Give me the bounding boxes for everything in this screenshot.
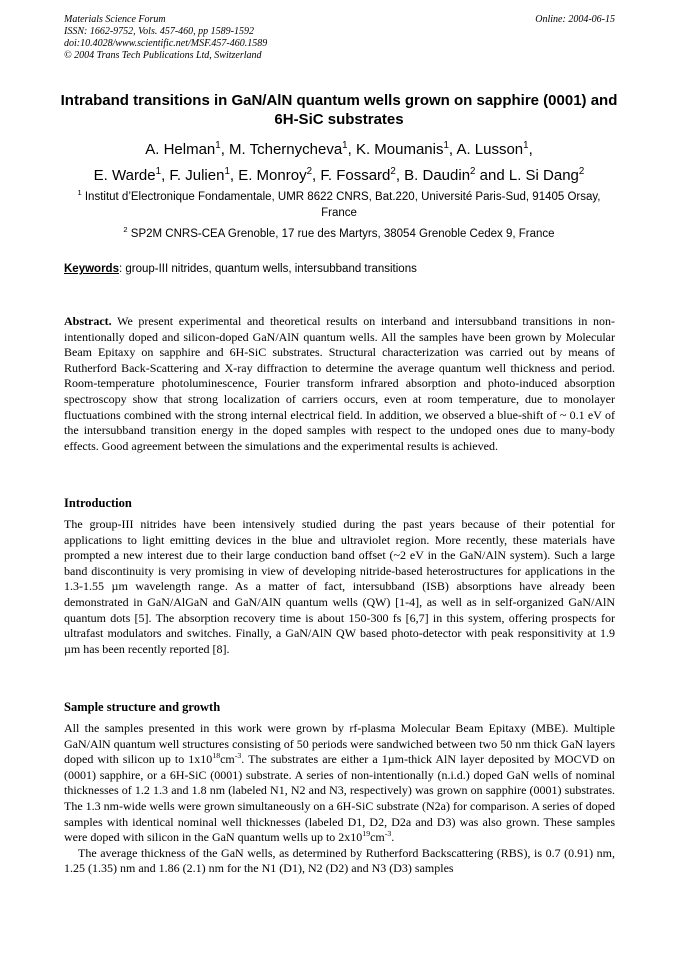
section-heading-sample: Sample structure and growth [64,700,221,714]
author: A. Helman$^1$ [145,140,221,158]
journal-name: Materials Science Forum [64,14,166,25]
section-heading-introduction: Introduction [64,496,132,510]
author: A. Lusson$^1$ [456,140,529,158]
author: K. Moumanis$^1$ [355,140,449,158]
online-date: Online: 2004-06-15 [535,14,615,25]
abstract-text: We present experimental and theoretical results on interband and intersubband transitions in non-intentionally doped and silicon-doped GaN/AlN quantum wells. All the samples have been grown by Molecular Beam Epitaxy on sapphire and 6H-SiC substrates. Structural characterization was carried out by means of Rutherford Back-Scattering and X-ray diffraction to determine the average quantum well thickness and period. Room-temperature photoluminescence, Fourier transform infrared absorption and photo-induced absorption spectroscopy show that strong localization of carriers occurs, even at room temperature, due to monolayer fluctuations combined with the strong internal electrical field. In addition, we observed a blue-shift of ~ 0.1 eV of the intersubband transition energy in the doped samples with respect to the undoped ones due to many-body effects. Good agreement between the simulations and the experimental results is achieved. [64,314,615,453]
author-list: A. Helman$^1$, M. Tchernycheva$^1$, K. Moumanis$^1$, A. Lusson$^1$, E. Warde$^1$, F. Julien$^1$, E. Monroy$^2$, F. Fossard$^2$, B. Daudin$^2$ and L. Si Dang$^2$ [93,140,585,184]
journal-header [64,14,267,62]
sample-paragraph-1: All the samples presented in this work were grown by rf-plasma Molecular Beam Epitaxy (MBE). Multiple GaN/AlN quantum well structures consisting of 50 periods were sandwiched between two 50 nm thick GaN layers doped with silicon up to $1x10^{18}cm^{-3}$. The substrates are either a 1µm-thick AlN layer deposited by MOCVD on (0001) sapphire, or a 6H-SiC (0001) substrate. A series of non-intentionally (n.i.d.) doped GaN wells of nominal thicknesses of 1.2 1.3 and 1.8 nm (labeled N1, N2 and N3, respectively) was grown on sapphire (0001) substrates. The 1.3 nm-wide wells were grown simultaneously on a 6H-SiC substrate (N2a) for comparison. A series of doped samples with identical nominal well thicknesses (labeled D1, D2, D2a and D3) was also grown. These samples were doped with silicon in the GaN quantum wells up to $2x10^{19}cm^{-3}$. [64,721,615,845]
sample-paragraph-2: The average thickness of the GaN wells, as determined by Rutherford Backscattering (RBS), is 0.7 (0.91) nm, 1.25 (1.35) nm and 1.86 (2.1) nm for the N1 (D1), N2 (D2) and N3 (D3) samples [64,845,615,876]
keywords [64,262,616,276]
sample-section [64,721,615,877]
affiliation-2: $^2$ SP2M CNRS-CEA Grenoble, 17 rue des Martyrs, 38054 Grenoble Cedex 9, France [123,225,555,240]
abstract-label: Abstract. [64,314,112,328]
abstract [64,314,615,454]
author: L. Si Dang$^2$ [508,166,585,184]
affiliation-1: $^1$ Institut d’Electronique Fondamentale, UMR 8622 CNRS, Bat.220, Université Paris-Sud, 91405 Orsay, France [77,188,601,219]
author: M. Tchernycheva$^1$ [229,140,348,158]
introduction-text: The group-III nitrides have been intensively studied during the past years because of their potential for applications to light emitting devices in the blue and ultraviolet region. More recently, these materials have prompted a new interest due to their large conduction band offset (~2 eV in the GaN/AlN system). Such a large band discontinuity is very promising in view of developing nitride-based heterostructures for applications in the 1.3-1.55 µm wavelength range. As a matter of fact, intersubband (ISB) absorptions have already been demonstrated in GaN/AlGaN and GaN/AlN quantum wells (QW) [1-4], as well as in self-organized GaN/AlN quantum dots [5]. The absorption recovery time is about 150-300 fs [6,7] in this system, offering prospects for ultrafast modulators and switches. Finally, a GaN/AlN QW based photo-detector with peak responsitivity at 1.9 µm has been recently reported [8]. [64,517,615,656]
author: E. Monroy$^2$ [238,166,313,184]
author: F. Julien$^1$ [169,166,230,184]
author: B. Daudin$^2$ [404,166,476,184]
paper-title: Intraband transitions in GaN/AlN quantum wells grown on sapphire (0001) and 6H-SiC substrates [60,92,618,128]
author: F. Fossard$^2$ [320,166,396,184]
issn-line: ISSN: 1662-9752, Vols. 457-460, pp 1589-1592 [64,26,254,37]
author: E. Warde$^1$ [93,166,162,184]
copyright-line: © 2004 Trans Tech Publications Ltd, Switzerland [64,50,262,61]
keywords-text: : group-III nitrides, quantum wells, intersubband transitions [118,263,417,275]
doi-line: doi:10.4028/www.scientific.net/MSF.457-460.1589 [64,38,268,49]
keywords-label: Keywords [64,263,119,275]
